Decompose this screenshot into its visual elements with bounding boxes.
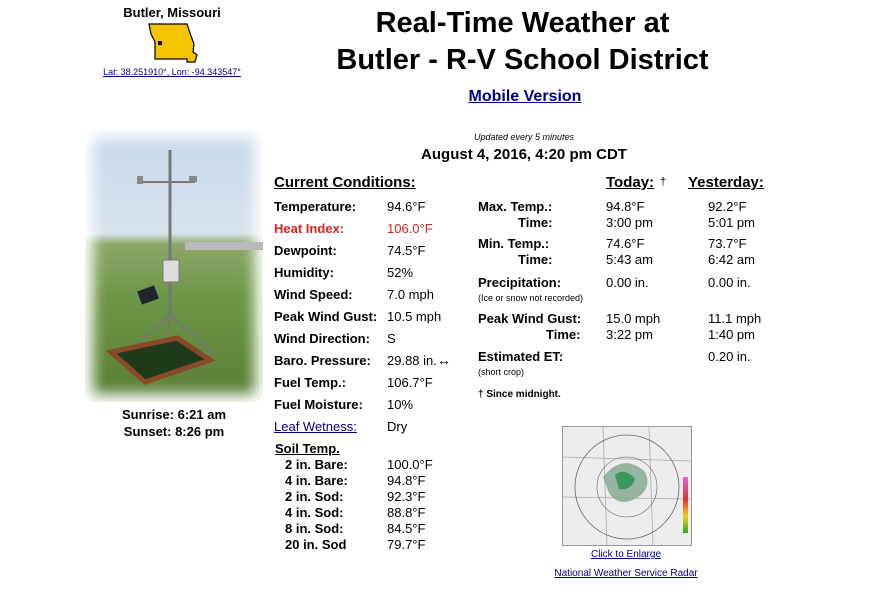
max-temp-today: 94.8°F — [606, 199, 645, 214]
current-row-value: 10.5 mph — [387, 309, 442, 324]
gust-time-today: 3:22 pm — [606, 327, 653, 342]
current-row-value: 106.0°F — [387, 221, 433, 236]
min-temp-yesterday: 73.7°F — [708, 236, 747, 251]
max-temp-yesterday: 92.2°F — [708, 199, 747, 214]
current-row-label: Fuel Temp.: — [274, 375, 346, 390]
current-row-value: 29.88 in. — [387, 353, 437, 368]
current-row-label: Baro. Pressure: — [274, 353, 371, 368]
soil-row-label: 4 in. Bare: — [285, 473, 348, 488]
et-label: Estimated ET: — [478, 349, 564, 364]
sunset-text: Sunset: 8:26 pm — [123, 424, 225, 439]
sunrise-text: Sunrise: 6:21 am — [121, 407, 227, 422]
min-time-yesterday: 6:42 am — [708, 252, 755, 267]
soil-row-value: 88.8°F — [387, 505, 426, 520]
soil-row-value: 79.7°F — [387, 537, 426, 552]
current-row-value: 74.5°F — [387, 243, 426, 258]
min-temp-label: Min. Temp.: — [478, 236, 550, 251]
current-row-value: 94.6°F — [387, 199, 426, 214]
current-row-value: 106.7°F — [387, 375, 433, 390]
gust-time-label: Time: — [546, 327, 581, 342]
gust-yesterday: 11.1 mph — [708, 311, 762, 326]
soil-row-label: 2 in. Sod: — [285, 489, 344, 504]
current-row-label: Wind Direction: — [274, 331, 370, 346]
soil-row-value: 92.3°F — [387, 489, 426, 504]
current-row-label: Wind Speed: — [274, 287, 353, 302]
current-row-label: Heat Index: — [274, 221, 345, 236]
location-name: Butler, Missouri — [123, 5, 221, 20]
precip-note: (Ice or snow not recorded) — [478, 293, 584, 303]
radar-thumbnail[interactable] — [562, 426, 692, 546]
weather-station-illustration — [85, 130, 263, 402]
current-conditions-heading: Current Conditions: — [274, 174, 416, 191]
max-time-label: Time: — [518, 215, 553, 230]
current-row-label: Peak Wind Gust: — [274, 309, 378, 324]
precip-label: Precipitation: — [478, 275, 562, 290]
soil-row-value: 84.5°F — [387, 521, 426, 536]
missouri-map-icon — [147, 22, 199, 66]
current-row-value: 52% — [387, 265, 414, 280]
min-temp-today: 74.6°F — [606, 236, 645, 251]
current-row-label: Humidity: — [274, 265, 334, 280]
current-row-label: Fuel Moisture: — [274, 397, 363, 412]
page-title-line2: Butler - R-V School District — [336, 44, 709, 76]
et-note: (short crop) — [478, 367, 525, 377]
current-row-value: 7.0 mph — [387, 287, 434, 302]
soil-row-label: 8 in. Sod: — [285, 521, 344, 536]
soil-row-label: 20 in. Sod — [285, 537, 347, 552]
current-row-label: Dewpoint: — [274, 243, 337, 258]
current-row-value: Dry — [387, 419, 408, 434]
min-time-today: 5:43 am — [606, 252, 653, 267]
et-yesterday: 0.20 in. — [708, 349, 751, 364]
soil-row-value: 100.0°F — [387, 457, 433, 472]
gust-today: 15.0 mph — [606, 311, 661, 326]
gust-label: Peak Wind Gust: — [478, 311, 582, 326]
current-row-label: Temperature: — [274, 199, 357, 214]
radar-map-illustration — [563, 427, 691, 545]
max-time-yesterday: 5:01 pm — [708, 215, 755, 230]
soil-row-label: 4 in. Sod: — [285, 505, 344, 520]
yesterday-heading: Yesterday: — [688, 174, 764, 191]
radar-enlarge-link[interactable]: Click to Enlarge — [590, 549, 662, 560]
mobile-version-link[interactable]: Mobile Version — [468, 88, 582, 105]
soil-temp-heading: Soil Temp. — [275, 441, 340, 456]
station-photo — [85, 130, 263, 402]
page-title-line1: Real-Time Weather at — [375, 7, 670, 39]
precip-yesterday: 0.00 in. — [708, 275, 751, 290]
soil-row-value: 94.8°F — [387, 473, 426, 488]
radar-source-link[interactable]: National Weather Service Radar — [554, 568, 698, 579]
today-dagger: † — [660, 176, 667, 188]
max-time-today: 3:00 pm — [606, 215, 653, 230]
max-temp-label: Max. Temp.: — [478, 199, 553, 214]
leaf-wetness-link[interactable]: Leaf Wetness: — [274, 419, 357, 434]
since-midnight-footnote: † Since midnight. — [478, 389, 561, 400]
update-datetime: August 4, 2016, 4:20 pm CDT — [421, 146, 627, 163]
current-row-value: 10% — [387, 397, 414, 412]
update-note: Updated every 5 minutes — [473, 132, 575, 142]
coordinates-link[interactable]: Lat: 38.251910°, Lon: -94.343547° — [103, 67, 241, 77]
gust-time-yesterday: 1:40 pm — [708, 327, 755, 342]
today-heading: Today: — [606, 174, 655, 191]
min-time-label: Time: — [518, 252, 553, 267]
current-row-value: S — [387, 331, 396, 346]
pressure-trend-icon: ↔ — [437, 352, 451, 368]
soil-row-label: 2 in. Bare: — [285, 457, 348, 472]
precip-today: 0.00 in. — [606, 275, 649, 290]
